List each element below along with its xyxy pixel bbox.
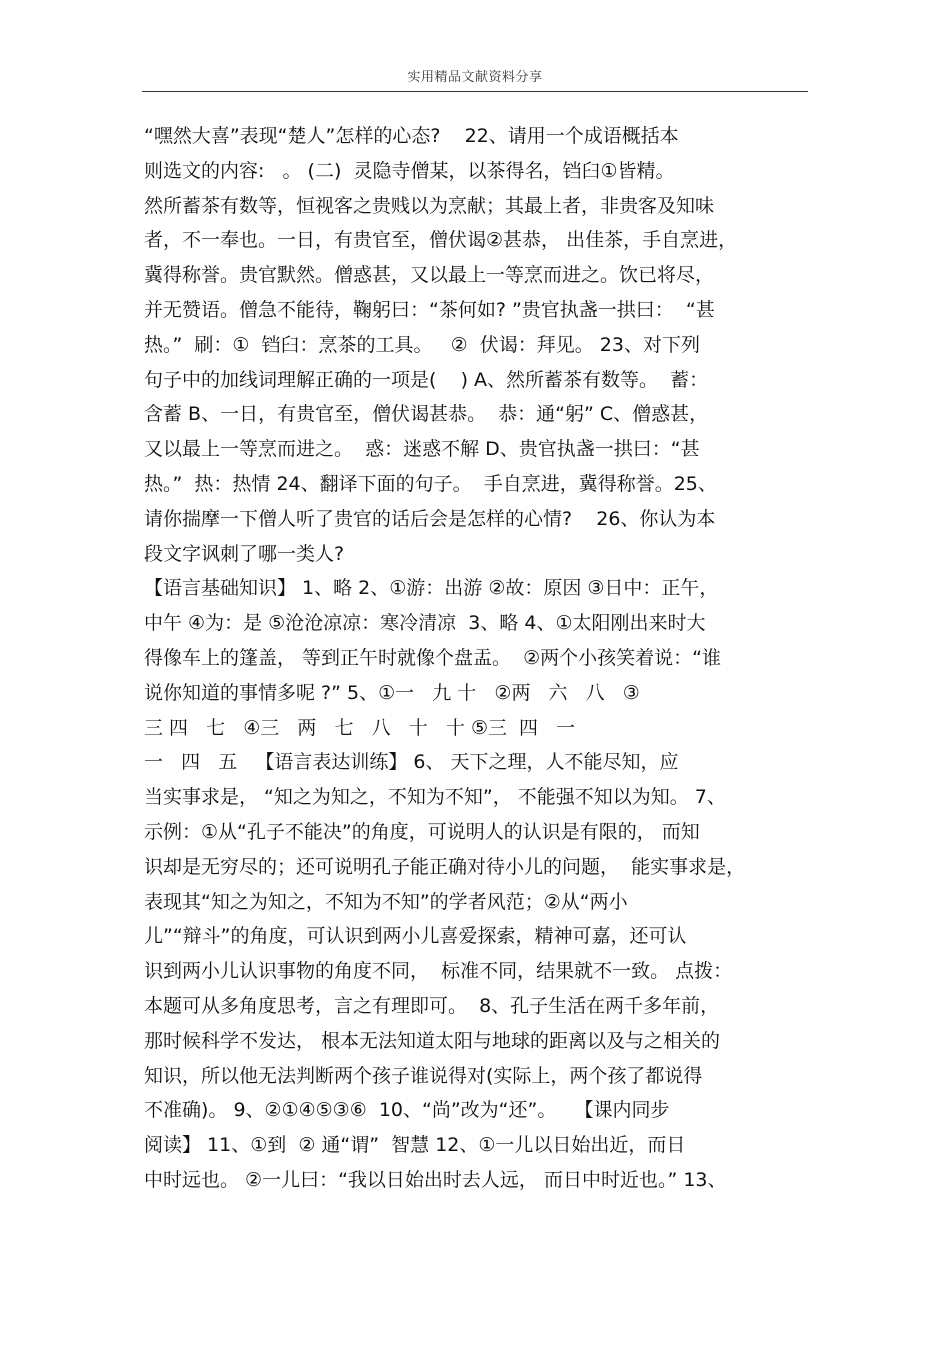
text-line: 不准确)。 9、②①④⑤③⑥ 10、“尚”改为“还”。 【课内同步 [144,1099,670,1122]
text-line: 请你揣摩一下僧人听了贵官的话后会是怎样的心情? 26、你认为本 [144,507,716,530]
text-line: 热。” 刷：① 铛臼：烹茶的工具。 ② 伏谒：拜见。 23、对下列 [144,333,700,356]
header-divider [142,91,808,92]
text-line: 段文字讽刺了哪一类人? [144,542,345,565]
text-line: 中午 ④为：是 ⑤沧沧凉凉：寒冷清凉 3、略 4、①太阳刚出来时大 [144,612,706,635]
text-line: 含蓄 B、一日，有贵官至，僧伏谒甚恭。 恭：通“躬” C、僧惑甚， [144,403,709,426]
text-line: 识却是无穷尽的；还可说明孔子能正确对待小儿的问题， 能实事求是， [144,855,746,878]
text-line: 那时候科学不发达， 根本无法知道太阳与地球的距离以及与之相关的 [144,1029,721,1052]
text-line: 表现其“知之为知之，不知为不知”的学者风范；②从“两小 [144,890,628,913]
text-line: 知识，所以他无法判断两个孩子谁说得对(实际上，两个孩了都说得 [144,1064,703,1087]
text-line: 又以最上一等烹而进之。 惑：迷惑不解 D、贵官执盏一拱曰：“甚 [144,438,700,461]
text-line: 得像车上的篷盖， 等到正午时就像个盘盂。 ②两个小孩笑着说：“谁 [144,646,721,669]
text-line: 本题可从多角度思考，言之有理即可。 8、孔子生活在两千多年前， [144,994,720,1017]
text-line: 阅读】 11、①到 ② 通“谓” 智慧 12、①一儿以日始出近，而日 [144,1134,686,1157]
text-line: 中时远也。 ②一儿曰：“我以日始出时去人远， 而日中时近也。” 13、 [144,1168,727,1191]
text-line: 识到两小儿认识事物的角度不同， 标准不同，结果就不一致。 点拨： [144,960,733,983]
body-text [144,119,814,1198]
text-line: 冀得称誉。贵官默然。僧惑甚，又以最上一等烹而进之。饮已将尽， [144,264,715,287]
text-line: 一 四 五 【语言表达训练】 6、 天下之理，人不能尽知，应 [144,751,679,774]
text-line: 儿”“辩斗”的角度，可认识到两小儿喜爱探索，精神可嘉，还可认 [144,925,687,948]
text-line: 三 四 七 ④三 两 七 八 十 十 ⑤三 四 一 [144,716,576,739]
text-line: 说你知道的事情多呢 ?” 5、①一 九 十 ②两 六 八 ③ [144,681,640,704]
page-header-title: 实用精品文献资料分享 [407,70,543,85]
text-line: 【语言基础知识】 1、略 2、①游：出游 ②故：原因 ③日中：正午， [144,577,719,600]
text-line: 当实事求是， “知之为知之，不知为不知”， 不能强不知以为知。 7、 [144,786,726,809]
text-line: 示例：①从“孔子不能决”的角度，可说明人的认识是有限的， 而知 [144,820,700,843]
text-line: 然所蓄茶有数等，恒视客之贵贱以为烹献；其最上者，非贵客及知味 [144,194,715,217]
text-line: 者，不一奉也。一日，有贵官至，僧伏谒②甚恭， 出佳茶，手自烹进， [144,229,738,252]
text-line: 句子中的加线词理解正确的一项是( ) A、然所蓄茶有数等。 蓄： [144,368,709,391]
text-line: 并无赞语。僧急不能待，鞠躬曰：“茶何如? ”贵官执盏一拱曰： “甚 [144,298,715,321]
text-line: 热。” 热：热情 24、翻译下面的句子。 手自烹进，冀得称誉。25、 [144,472,717,495]
text-line: “嘿然大喜”表现“楚人”怎样的心态? 22、请用一个成语概括本 [144,125,679,147]
text-line: 则选文的内容: 。 (二) 灵隐寺僧某，以茶得名，铛臼①皆精。 [144,159,675,182]
